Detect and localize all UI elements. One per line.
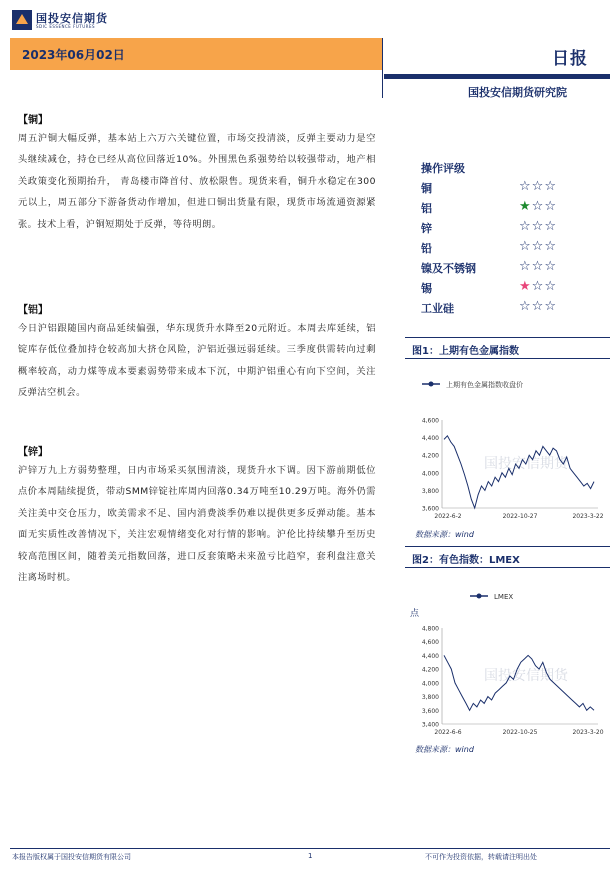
figure-1-title: 图1：上期有色金属指数 <box>412 346 519 357</box>
report-type: 日报 <box>552 49 588 69</box>
rating-stars <box>519 199 557 214</box>
y-tick-label: 4,800 <box>421 625 439 633</box>
y-tick-label: 4,000 <box>421 680 439 688</box>
section-body-copper: 周五沪铜大幅反弹，基本站上六万六关键位置，市场交投清淡，反弹主要动力是空头继续减仓，持仓已经从高位回落近10%。外围黑色系强势给以较强带动，地产相关政策变化预期抬升， 青岛楼市降首付、放松限售。现货来看，铜升水稳定在300元以上，周五部分下游备货动作增加，但进口铜出货量有限，现货市场流通资源紧张。技术上看，沪铜短期处于反弹，等待明朗。 <box>18 133 376 230</box>
rating-stars <box>519 299 557 314</box>
star-empty-icon: ☆ <box>544 239 557 254</box>
star-empty-icon: ☆ <box>519 179 532 194</box>
legend-label: 上期有色金属指数收盘价 <box>446 381 523 389</box>
star-filled-icon: ★ <box>519 279 532 294</box>
header-divider <box>382 38 383 98</box>
institute-name: 国投安信期货研究院 <box>468 86 567 99</box>
rating-row <box>421 260 601 278</box>
figure-1-top-rule <box>405 337 610 338</box>
star-empty-icon: ☆ <box>531 179 545 194</box>
figure-2-source: 数据来源：wind <box>415 745 474 754</box>
figure-1-source: 数据来源：wind <box>415 530 474 539</box>
y-axis-label: 点 <box>410 609 420 619</box>
legend-marker-icon <box>477 594 482 599</box>
rating-commodity-name: 铜 <box>421 182 432 195</box>
rating-row <box>421 240 601 258</box>
y-tick-label: 4,400 <box>421 652 439 660</box>
rating-stars <box>519 279 557 294</box>
y-tick-label: 3,400 <box>421 721 439 729</box>
star-empty-icon: ☆ <box>519 219 532 234</box>
figure-2-bottom-rule <box>405 567 610 568</box>
rating-commodity-name: 铅 <box>421 242 432 255</box>
star-empty-icon: ☆ <box>519 239 532 254</box>
rating-row <box>421 220 601 238</box>
logo-mark-icon <box>12 10 32 30</box>
legend-label: LMEX <box>494 593 514 601</box>
y-tick-label: 4,200 <box>421 452 439 460</box>
rating-commodity-name: 工业硅 <box>421 302 454 315</box>
star-empty-icon: ☆ <box>519 299 532 314</box>
star-empty-icon: ☆ <box>544 179 557 194</box>
rating-title: 操作评级 <box>421 162 465 175</box>
y-tick-label: 4,600 <box>421 639 439 647</box>
x-tick-label: 2022-10-27 <box>502 513 538 520</box>
star-empty-icon: ☆ <box>544 219 557 234</box>
x-tick-label: 2022-6-6 <box>434 729 462 736</box>
rating-commodity-name: 铝 <box>421 202 432 215</box>
y-tick-label: 4,000 <box>421 470 439 478</box>
star-empty-icon: ☆ <box>531 279 545 294</box>
star-empty-icon: ☆ <box>531 259 545 274</box>
star-empty-icon: ☆ <box>531 299 545 314</box>
footer-rule <box>10 848 610 849</box>
star-empty-icon: ☆ <box>544 259 557 274</box>
rating-commodity-name: 镍及不锈钢 <box>421 262 476 275</box>
star-empty-icon: ☆ <box>519 259 532 274</box>
watermark: 国投安信期货 <box>484 668 568 684</box>
legend-marker-icon <box>429 382 434 387</box>
rating-stars <box>519 239 557 254</box>
watermark: 国投安信期货 <box>484 456 568 472</box>
x-tick-label: 2023-3-22 <box>572 513 604 520</box>
footer-copyright: 本报告版权属于国投安信期货有限公司 <box>12 853 131 861</box>
figure-1-bottom-rule <box>405 358 610 359</box>
report-date: 2023年06月02日 <box>22 48 125 62</box>
section-title-zinc: 【锌】 <box>18 447 48 458</box>
rating-row <box>421 200 601 218</box>
figure-1-chart <box>410 372 610 522</box>
rating-commodity-name: 锌 <box>421 222 432 235</box>
rating-row <box>421 180 601 198</box>
x-tick-label: 2023-3-20 <box>572 729 604 736</box>
figure-2-top-rule <box>405 546 610 547</box>
section-title-copper: 【铜】 <box>18 115 48 126</box>
x-tick-label: 2022-10-25 <box>502 729 538 736</box>
logo-name-cn: 国投安信期货 <box>36 12 108 25</box>
section-body-zinc: 沪锌万九上方弱势整理，日内市场采买氛围清淡，现货升水下调。因下游前期低位点价本周陆续提货，带动SMM锌锭社库周内回落0.34万吨至10.29万吨。海外仍需关注美中交仓压力，欧美需求不足、国内消费淡季仍难以提供更多反弹动能。基本面无实质性改善情况下，关注宏观情绪变化对行情的影响。沪伦比持续攀升至历史较高范围区间，随着美元指数回落，进口反套策略未来盈亏比趋窄，套利盘注意关注离场时机。 <box>18 465 376 584</box>
star-empty-icon: ☆ <box>544 199 557 214</box>
y-tick-label: 3,600 <box>421 707 439 715</box>
star-empty-icon: ☆ <box>531 239 545 254</box>
logo-name-en: SDIC ESSENCE FUTURES <box>36 24 96 29</box>
rating-stars <box>519 259 557 274</box>
y-tick-label: 3,800 <box>421 694 439 702</box>
company-logo <box>12 8 152 36</box>
star-empty-icon: ☆ <box>544 279 557 294</box>
figure-2-title: 图2：有色指数：LMEX <box>412 555 520 566</box>
rating-row <box>421 280 601 298</box>
y-tick-label: 3,600 <box>421 505 439 513</box>
rating-row <box>421 300 601 318</box>
y-tick-label: 4,400 <box>421 435 439 443</box>
rating-stars <box>519 219 557 234</box>
y-tick-label: 4,200 <box>421 666 439 674</box>
x-tick-label: 2022-6-2 <box>434 513 462 520</box>
figure-2-chart <box>410 588 610 738</box>
star-empty-icon: ☆ <box>544 299 557 314</box>
page-number: 1 <box>308 852 313 860</box>
y-tick-label: 4,600 <box>421 417 439 425</box>
star-filled-icon: ★ <box>519 199 532 214</box>
section-title-aluminum: 【铝】 <box>18 305 48 316</box>
section-body-aluminum: 今日沪铝跟随国内商品延续偏强，华东现货升水降至20元附近。本周去库延续，铝锭库存低位叠加持仓较高加大挤仓风险，沪铝近强远弱延续。三季度供需转向过剩概率较高，动力煤等成本要素弱势带来成本下沉，中期沪铝重心有向下空间，关注反弹沽空机会。 <box>18 323 376 399</box>
y-tick-label: 3,800 <box>421 487 439 495</box>
rating-panel <box>405 150 610 325</box>
star-empty-icon: ☆ <box>531 199 545 214</box>
star-empty-icon: ☆ <box>531 219 545 234</box>
rating-commodity-name: 锡 <box>421 282 432 295</box>
rating-stars <box>519 179 557 194</box>
footer-disclaimer: 不可作为投资依据，转载请注明出处 <box>425 853 537 861</box>
